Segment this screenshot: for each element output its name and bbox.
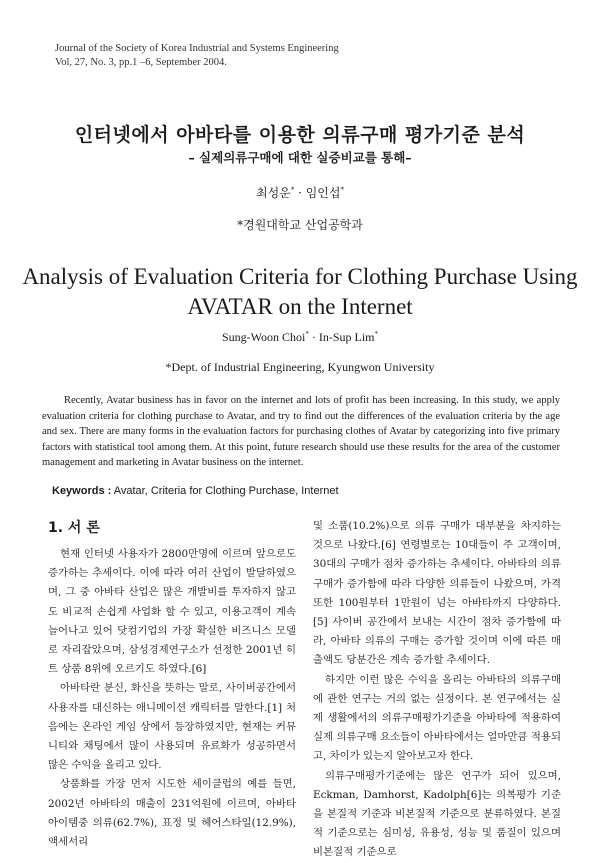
author-mark: *: [340, 186, 344, 194]
section-heading: 1. 서 론: [48, 520, 100, 536]
paragraph: 현재 인터넷 사용자가 2800만명에 이르며 앞으로도 증가하는 추세이다. 이에 따라 여러 산업이 발달하였으며, 그 중 아바타 산업은 많은 개발비를 투자하지 않고도 비교적 손쉽게 사업화 할 수 있고, 이용고객이 계속 늘어나고 있어 닷컴기업의 가장 확실한 비즈니스 모델로 자리잡았으며, 삼성경제연구소가 선정한 2001년 히트 상품 8위에 오르기도 하였다.[6]: [48, 548, 296, 676]
korean-author-1: 최성운: [255, 186, 291, 200]
paragraph: 상품화를 가장 먼저 시도한 세이클럽의 예를 들면, 2002년 아바타의 매출이 231억원에 이르며, 아바타 아이템중 의류(62.7%), 표정 및 헤어스타일(12.9%), 액세서리: [48, 778, 296, 849]
journal-header: [55, 42, 339, 70]
author-mark: *: [290, 186, 295, 194]
korean-authors: [0, 184, 600, 201]
author-mark: *: [374, 330, 379, 338]
english-affiliation: *Dept. of Industrial Engineering, Kyungwon University: [165, 360, 435, 374]
korean-subtitle: – 실제의류구매에 대한 실증비교를 통해–: [188, 150, 412, 165]
english-author-2: · In-Sup Lim: [308, 330, 375, 344]
left-column: [48, 545, 296, 852]
english-title-line-2: AVATAR on the Internet: [187, 294, 413, 319]
journal-volume: Vol, 27, No. 3, pp.1 –6, September 2004.: [55, 57, 227, 68]
paragraph: 아바타란 분신, 화신을 뜻하는 말로, 사이버공간에서 사용자를 대신하는 애니메이션 캐릭터를 말한다.[1] 처음에는 온라인 게임 상에서 등장하였지만, 현재는 커뮤니티와 채팅에서 많이 사용되며 유료화가 성공하면서 많은 수익을 올리고 있다.: [48, 682, 296, 772]
keywords: [52, 485, 339, 497]
english-title-line-1: Analysis of Evaluation Criteria for Clothing Purchase Using: [22, 264, 578, 289]
korean-title: 인터넷에서 아바타를 이용한 의류구매 평가기준 분석: [74, 124, 526, 146]
journal-name: Journal of the Society of Korea Industrial and Systems Engineering: [55, 43, 339, 54]
korean-affiliation: *경원대학교 산업공학과: [237, 218, 363, 232]
keywords-value: Avatar, Criteria for Clothing Purchase, Internet: [111, 485, 339, 497]
right-column: [313, 517, 561, 863]
english-title: [0, 262, 600, 322]
korean-author-2: 임인섭: [305, 186, 341, 200]
keywords-label: Keywords :: [52, 485, 112, 497]
english-author-1: Sung-Woon Choi: [221, 330, 306, 344]
paragraph: 하지만 이런 많은 수익을 올리는 아바타의 의류구매에 관한 연구는 거의 없는 실정이다. 본 연구에서는 실제 생활에서의 의류구매평가기준을 아바타에 적용하여 실제 의류구매 요소들이 아바타에서는 얼마만큼 적용되고, 차이가 있는지 알아보고자 한다.: [313, 673, 561, 763]
author-mark: *: [305, 330, 309, 338]
paragraph: 및 소품(10.2%)으로 의류 구매가 대부분을 차지하는 것으로 나왔다.[6] 연령별로는 10대들이 주 고객이며, 30대의 구매가 점차 증가하는 추세이다. 아바타의 의류 구매가 증가함에 따라 다양한 의류들이 나왔으며, 가격 또한 100원부터 1만원이 넘는 아바타까지 다양하다.[5] 사이버 공간에서 보내는 시간이 점차 증가함에 따라, 아바타 의류의 구매는 증가할 것이며 이에 따른 매출액도 당분간은 계속 증가할 추세이다.: [313, 520, 561, 667]
author-separator: ·: [294, 186, 306, 200]
paragraph: 의류구매평가기준에는 많은 연구가 되어 있으며, Eckman, Damhorst, Kadolph[6]는 의복평가 기준을 본질적 기준과 비본질적 기준으로 분류하였다. 본질적 기준으로는 심미성, 유용성, 성능 및 품질이 있으며 비본질적 기준으로: [313, 769, 561, 859]
english-authors: [0, 330, 600, 345]
abstract: Recently, Avatar business has in favor on the internet and lots of profit has been increasing. In this study, we apply evaluation criteria for clothing purchase to Avatar, and try to find out the differences of the evaluation criteria by the age and sex. There are many forms in the evaluation factors for purchasing clothes of Avatar by categorizing into five primary factors with statistical tool among them. At this point, future research should use these results for the area of the customer management and marketing in Avatar business on the internet.: [42, 395, 560, 469]
